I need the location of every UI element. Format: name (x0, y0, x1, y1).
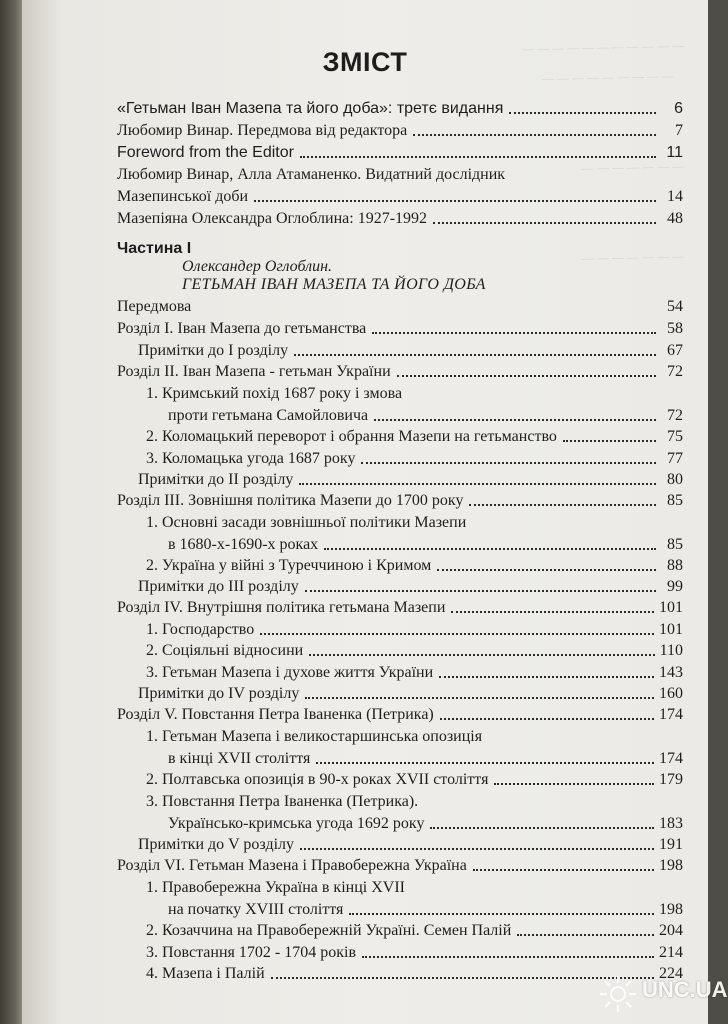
toc-entry: Розділ V. Повстання Петра Іваненка (Петрика) 174 (117, 706, 683, 723)
toc-entry: 3. Коломацька угода 1687 року 77 (146, 450, 683, 467)
toc-entry: Розділ III. Зовнішня політика Мазепи до 1700 року 85 (117, 492, 683, 509)
toc-entry-title: Любомир Винар, Алла Атаманенко. Видатний дослідник (117, 166, 506, 183)
toc-entry: 2. Україна у війні з Туреччиною і Кримом 88 (146, 557, 683, 574)
toc-entry: Розділ II. Іван Мазепа - гетьман України 72 (117, 363, 683, 380)
toc-entry: Примітки до І розділу 67 (138, 342, 683, 359)
toc-entry: Розділ І. Іван Мазепа до гетьманства 58 (117, 320, 683, 337)
bleed-through-text: — — — — — — — — — — — (521, 38, 685, 56)
toc-entry: в кінці XVII століття 174 (168, 750, 683, 767)
toc-entry: «Гетьман Іван Мазепа та його доба»: третє видання 6 (117, 100, 683, 117)
toc-entry-title: 1. Правобережна Україна в кінці XVII (146, 879, 405, 896)
toc-entry-title: 1. Кримський похід 1687 року і змова (146, 385, 403, 402)
toc-entry-title: 1. Основні засади зовнішньої політики Мазепи (146, 514, 467, 531)
toc-entry: Любомир Винар. Передмова від редактора 7 (117, 122, 683, 139)
toc-entry: 3. Гетьман Мазепа і духове життя України 143 (146, 664, 683, 681)
toc-entry: проти гетьмана Самойловича 72 (168, 407, 683, 424)
page-title: ЗМІСТ (322, 47, 408, 77)
toc-entry: Українсько-кримська угода 1692 року 183 (168, 815, 683, 832)
toc-entry: Примітки до IV розділу 160 (138, 685, 683, 702)
part-author: Олександер Оглоблин. (182, 258, 333, 275)
watermark-text: UNC.UA (642, 977, 728, 1002)
bleed-through-text: — — — — — — — (581, 248, 685, 266)
part-label: Частина І (117, 240, 192, 257)
book-page (22, 0, 708, 1024)
toc-entry: Примітки до III розділу 99 (138, 578, 683, 595)
toc-entry: в 1680-х-1690-х роках 85 (168, 536, 683, 553)
toc-entry: 2. Соціяльні відносини 110 (146, 642, 683, 659)
bleed-through-text: — — — — — — — — — (541, 68, 675, 86)
toc-entry: 2. Козаччина на Правобережній Україні. Семен Палій 204 (146, 922, 683, 939)
toc-entry: Передмова 54 (117, 298, 683, 315)
book-spine-shadow (0, 0, 22, 1024)
toc-entry: Foreword from the Editor 11 (117, 144, 683, 161)
toc-entry: Примітки до II розділу 80 (138, 471, 683, 488)
part-book-title: ГЕТЬМАН ІВАН МАЗЕПА ТА ЙОГО ДОБА (182, 276, 486, 293)
toc-entry: Розділ IV. Внутрішня політика гетьмана Мазепи 101 (117, 599, 683, 616)
toc-entry: Мазепинської доби 14 (117, 188, 683, 205)
toc-entry-title: 1. Гетьман Мазепа і великостаршинська опозиція (146, 728, 483, 745)
toc-entry: Примітки до V розділу 191 (138, 836, 683, 853)
toc-entry: Мазепіяна Олександра Оглоблина: 1927-1992 48 (117, 210, 683, 227)
toc-entry: на початку XVIII століття 198 (168, 901, 683, 918)
toc-entry: 3. Повстання 1702 - 1704 років 214 (146, 944, 683, 961)
bleed-through-text: — — — — — — — (581, 158, 685, 176)
toc-entry: 4. Мазепа і Палій 224 (146, 965, 683, 982)
toc-entry: 1. Господарство 101 (146, 621, 683, 638)
toc-entry: 2. Полтавська опозиція в 90-х роках XVII століття 179 (146, 771, 683, 788)
toc-entry-title: 3. Повстання Петра Іваненка (Петрика). (146, 793, 419, 810)
toc-entry: Розділ VI. Гетьман Мазена і Правобережна Україна 198 (117, 857, 683, 874)
toc-entry: 2. Коломацький переворот і обрання Мазепи на гетьманство 75 (146, 428, 683, 445)
